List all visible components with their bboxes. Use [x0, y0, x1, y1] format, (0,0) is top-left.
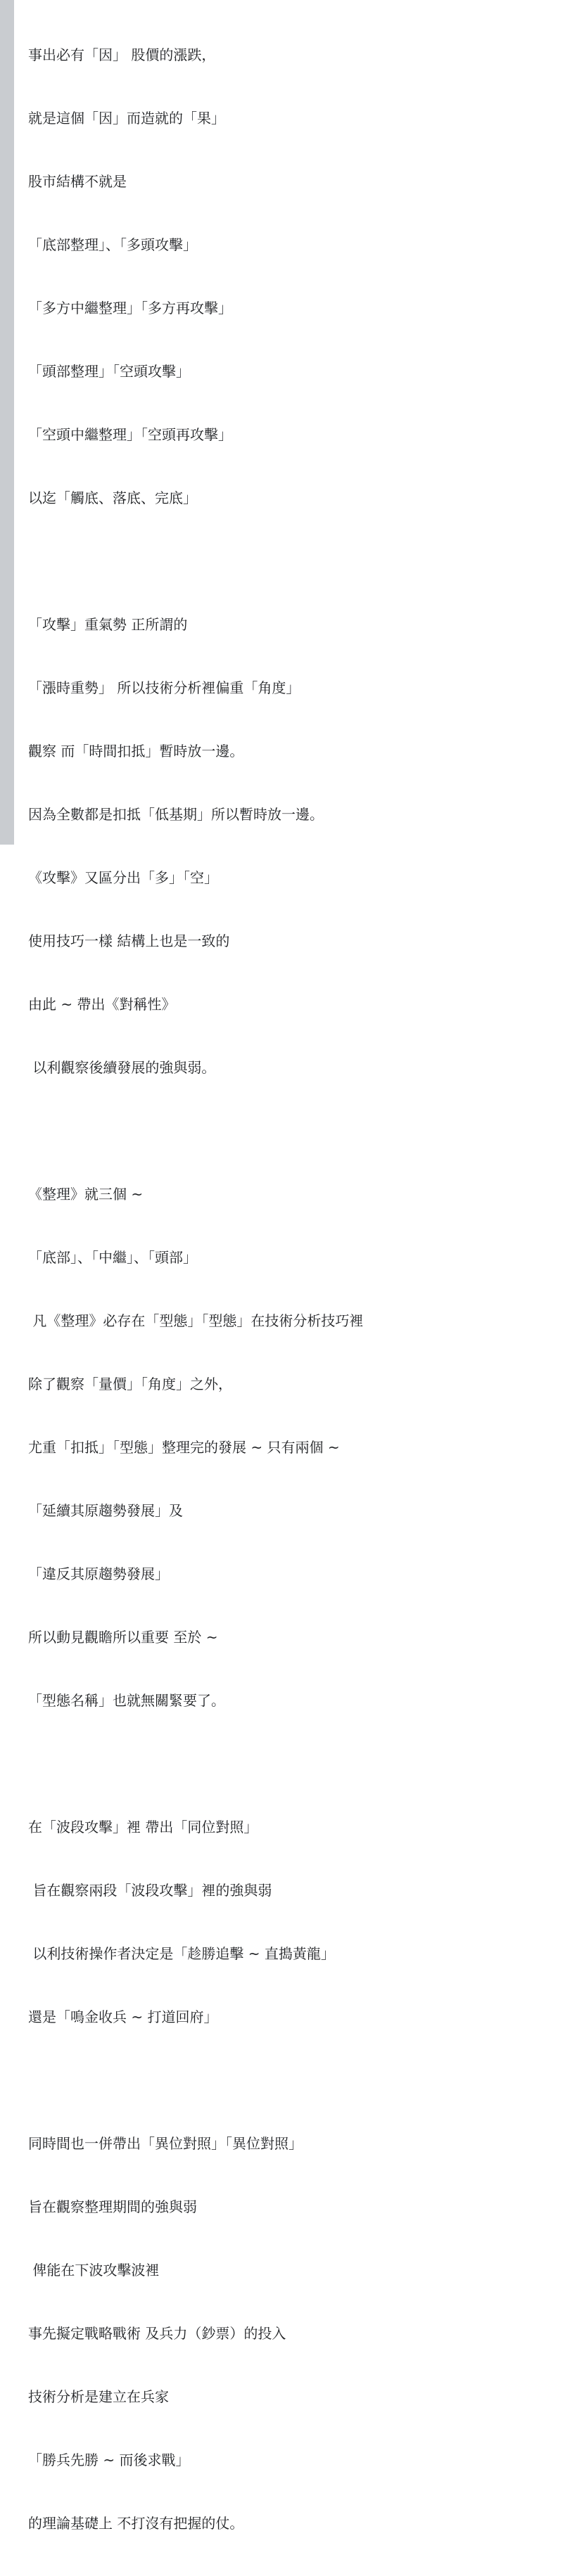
paragraph-gap: [28, 1753, 573, 1774]
text-line: 所以動見觀瞻所以重要 至於 ~: [28, 1629, 218, 1646]
text-line: 使用技巧一樣 結構上也是一致的: [28, 933, 230, 949]
text-line: 還是「鳴金收兵 ~ 打道回府」: [28, 2008, 218, 2025]
text-line: 以迄「觸底、落底、完底」: [28, 489, 197, 506]
text-line: 《整理》就三個 ~: [28, 1186, 144, 1203]
text-line: 「型態名稱」也就無關緊要了。: [28, 1692, 225, 1709]
text-line: 「空頭中繼整理」「空頭再攻擊」: [28, 426, 232, 443]
text-line: 「底部」、「中繼」、「頭部」: [28, 1249, 197, 1266]
text-line: 「漲時重勢」 所以技術分析裡偏重「角度」: [28, 679, 300, 696]
text-line: 俾能在下波攻擊波裡: [28, 2262, 160, 2279]
left-sidebar-strip: [0, 0, 14, 845]
text-line: 股市結構不就是: [28, 173, 127, 190]
text-line: 因為全數都是扣抵「低基期」所以暫時放一邊。: [28, 806, 324, 823]
text-line: 由此 ~ 帶出《對稱性》: [28, 996, 176, 1013]
text-line: 《攻擊》又區分出「多」「空」: [28, 869, 218, 886]
post-body: [14, 0, 577, 2532]
text-line: 就是這個「因」而造就的「果」: [28, 110, 225, 127]
text-line: 技術分析是建立在兵家: [28, 2388, 169, 2405]
text-line: 「勝兵先勝 ~ 而後求戰」: [28, 2452, 190, 2468]
post-text: [28, 2, 573, 2576]
text-line: 同時間也一併帶出「異位對照」「異位對照」: [28, 2135, 303, 2152]
text-line: 以利觀察後續發展的強與弱。: [28, 1059, 216, 1076]
text-line: 在「波段攻擊」裡 帶出「同位對照」: [28, 1819, 258, 1835]
text-line: 「延續其原趨勢發展」及: [28, 1502, 183, 1519]
text-line: 「多方中繼整理」「多方再攻擊」: [28, 300, 232, 316]
text-line: 的理論基礎上 不打沒有把握的仗。: [28, 2515, 244, 2532]
text-line: 「違反其原趨勢發展」: [28, 1565, 169, 1582]
text-line: 旨在觀察整理期間的強與弱: [28, 2198, 197, 2215]
text-line: 事先擬定戰略戰術 及兵力（鈔票）的投入: [28, 2325, 286, 2342]
paragraph-gap: [28, 551, 573, 572]
paragraph-gap: [28, 1120, 573, 1141]
text-line: 以利技術操作者決定是「趁勝追擊 ~ 直搗黃龍」: [28, 1945, 335, 1962]
text-line: 「頭部整理」「空頭攻擊」: [28, 363, 190, 380]
text-line: 旨在觀察兩段「波段攻擊」裡的強與弱: [28, 1882, 272, 1899]
text-line: 除了觀察「量價」「角度」之外，: [28, 1376, 232, 1392]
text-line: 「攻擊」重氣勢 正所謂的: [28, 616, 188, 633]
text-line: 「底部整理」、「多頭攻擊」: [28, 236, 197, 253]
paragraph-gap: [28, 2070, 573, 2091]
text-line: 尤重「扣抵」「型態」整理完的發展 ~ 只有兩個 ~: [28, 1439, 340, 1456]
text-line: 凡《整理》必存在「型態」「型態」在技術分析技巧裡: [28, 1312, 364, 1329]
text-line: 觀察 而「時間扣抵」暫時放一邊。: [28, 743, 244, 760]
text-line: 事出必有「因」 股價的漲跌，: [28, 46, 216, 63]
